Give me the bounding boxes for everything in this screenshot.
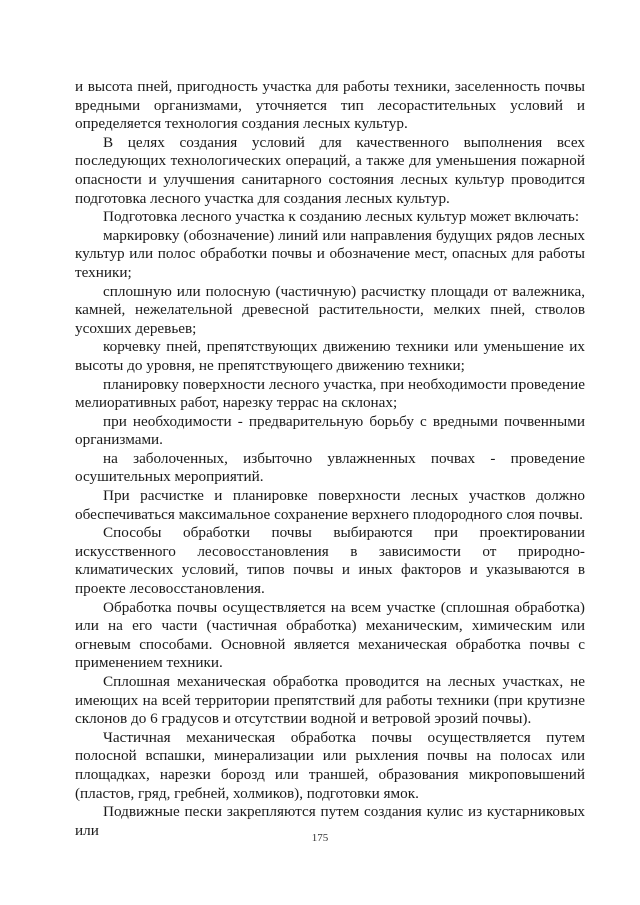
page-number: 175 xyxy=(311,832,329,844)
paragraph: Способы обработки почвы выбираются при проектировании искусственного лесовосстановления в зависимости от природно-климатических условий, типов почвы и иных факторов и указываются в проекте лесовосстановления. xyxy=(75,524,585,598)
paragraph: Частичная механическая обработка почвы осуществляется путем полосной вспашки, минерализации или рыхления почвы на полосах или площадках, нарезки борозд или траншей, образования микроповышений (пластов, гряд, гребней, холмиков), подготовки ямок. xyxy=(75,728,585,802)
paragraph-continuation: и высота пней, пригодность участка для работы техники, заселенность почвы вредными организмами, уточняется тип лесорастительных условий и определяется технология создания лесных культур. xyxy=(75,78,585,133)
paragraph: В целях создания условий для качественного выполнения всех последующих технологических операций, а также для уменьшения пожарной опасности и улучшения санитарного состояния лесных культур проводится подготовка лесного участка для создания лесных культур. xyxy=(75,133,585,207)
paragraph: При расчистке и планировке поверхности лесных участков должно обеспечиваться максимальное сохранение верхнего плодородного слоя почвы. xyxy=(75,487,585,523)
list-item: на заболоченных, избыточно увлажненных почвах - проведение осушительных мероприятий. xyxy=(75,449,585,486)
document-page-body xyxy=(75,78,585,840)
list-item: сплошную или полосную (частичную) расчистку площади от валежника, камней, нежелательной древесной растительности, мелких пней, стволов усохших деревьев; xyxy=(75,282,585,337)
list-item: маркировку (обозначение) линий или направления будущих рядов лесных культур или полос обработки почвы и обозначение мест, опасных для работы техники; xyxy=(75,226,585,281)
list-item: при необходимости - предварительную борьбу с вредными почвенными организмами. xyxy=(75,412,585,449)
paragraph: Подготовка лесного участка к созданию лесных культур может включать: xyxy=(103,208,580,226)
list-item: планировку поверхности лесного участка, при необходимости проведение мелиоративных работ, нарезку террас на склонах; xyxy=(75,375,585,412)
paragraph: Подвижные пески закрепляются путем создания кулис из кустарниковых или xyxy=(75,803,585,839)
list-item: корчевку пней, препятствующих движению техники или уменьшение их высоты до уровня, не препятствующего движению техники; xyxy=(75,338,585,374)
paragraph: Сплошная механическая обработка проводится на лесных участках, не имеющих на всей территории препятствий для работы техники (при крутизне склонов до 6 градусов и отсутствии водной и ветровой эрозий почвы). xyxy=(75,673,585,728)
paragraph: Обработка почвы осуществляется на всем участке (сплошная обработка) или на его части (частичная обработка) механическим, химическим или огневым способами. Основной является механическая обработка почвы с применением техники. xyxy=(75,598,585,672)
